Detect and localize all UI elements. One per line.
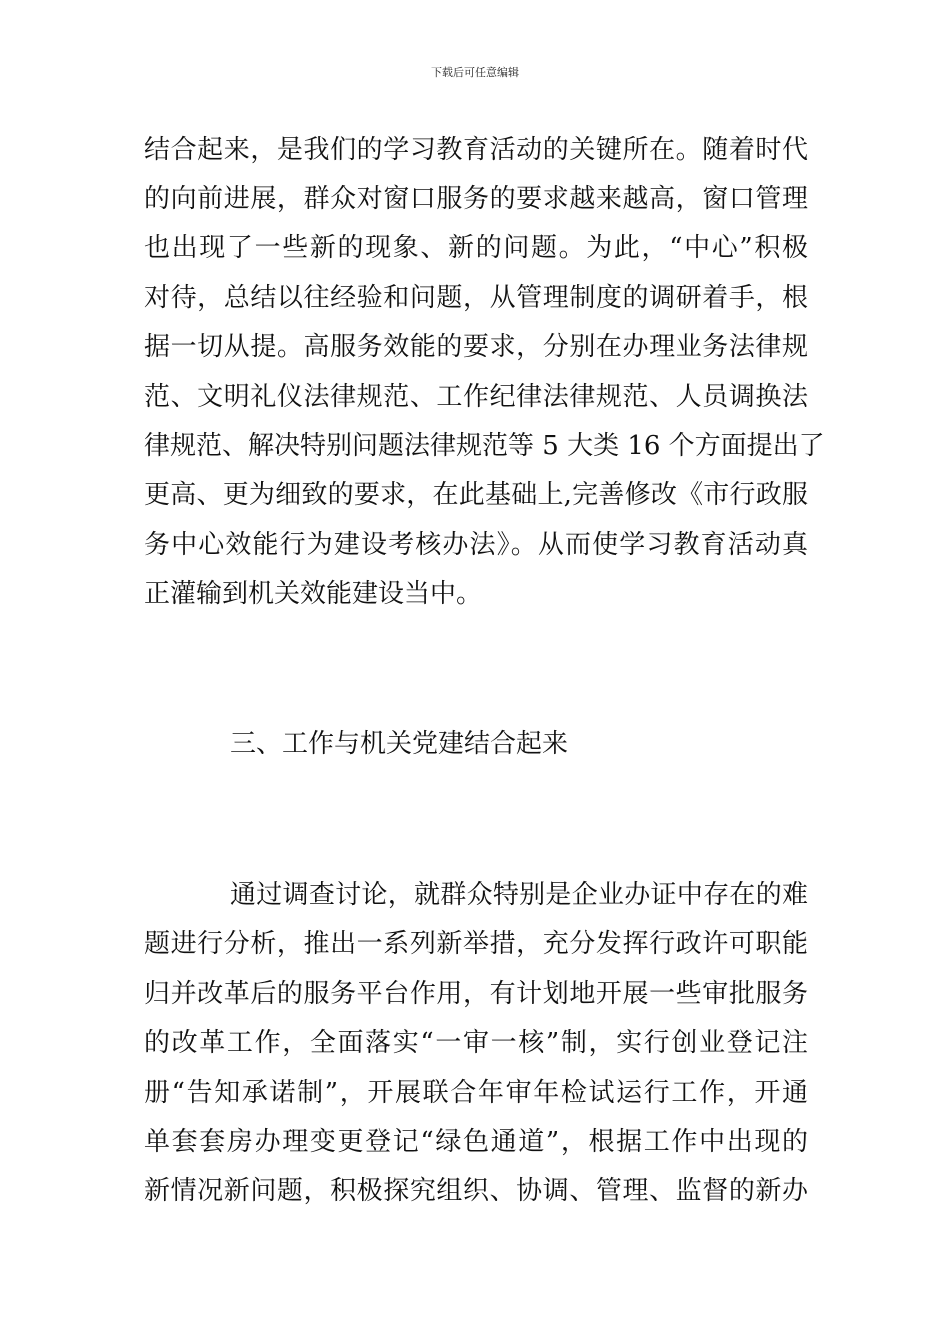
paragraph-line: 结合起来，是我们的学习教育活动的关键所在。随着时代 <box>144 135 808 165</box>
section-heading: 三、工作与机关党建结合起来 <box>230 729 569 759</box>
paragraph-line: 更高、更为细致的要求，在此基础上,完善修改《市行政服 <box>144 480 808 510</box>
page-header: 下载后可任意编辑 <box>431 66 519 79</box>
paragraph-line: 归并改革后的服务平台作用，有计划地开展一些审批服务 <box>144 979 808 1009</box>
paragraph-line: 题进行分析，推出一系列新举措，充分发挥行政许可职能 <box>144 929 808 959</box>
paragraph-line: 对待，总结以往经验和问题，从管理制度的调研着手，根 <box>144 283 808 313</box>
paragraph-line: 范、文明礼仪法律规范、工作纪律法律规范、人员调换法 <box>144 382 808 412</box>
paragraph-line: 的改革工作，全面落实“一审一核”制，实行创业登记注 <box>144 1028 808 1058</box>
paragraph-line: 册“告知承诺制”，开展联合年审年检试运行工作，开通 <box>144 1078 808 1108</box>
paragraph-line: 也出现了一些新的现象、新的问题。为此，“中心”积极 <box>144 233 808 263</box>
paragraph-line: 的向前进展，群众对窗口服务的要求越来越高，窗口管理 <box>144 184 808 214</box>
paragraph-line: 通过调查讨论，就群众特别是企业办证中存在的难 <box>230 880 808 910</box>
paragraph-line: 正灌输到机关效能建设当中。 <box>144 579 483 609</box>
paragraph-line: 单套套房办理变更登记“绿色通道”，根据工作中出现的 <box>144 1127 808 1157</box>
paragraph-line: 律规范、解决特别问题法律规范等 5 大类 16 个方面提出了 <box>144 431 825 461</box>
paragraph-line: 新情况新问题，积极探究组织、协调、管理、监督的新办 <box>144 1176 808 1206</box>
paragraph-line: 务中心效能行为建设考核办法》。从而使学习教育活动真 <box>144 530 808 560</box>
paragraph-line: 据一切从提。高服务效能的要求，分别在办理业务法律规 <box>144 332 808 362</box>
